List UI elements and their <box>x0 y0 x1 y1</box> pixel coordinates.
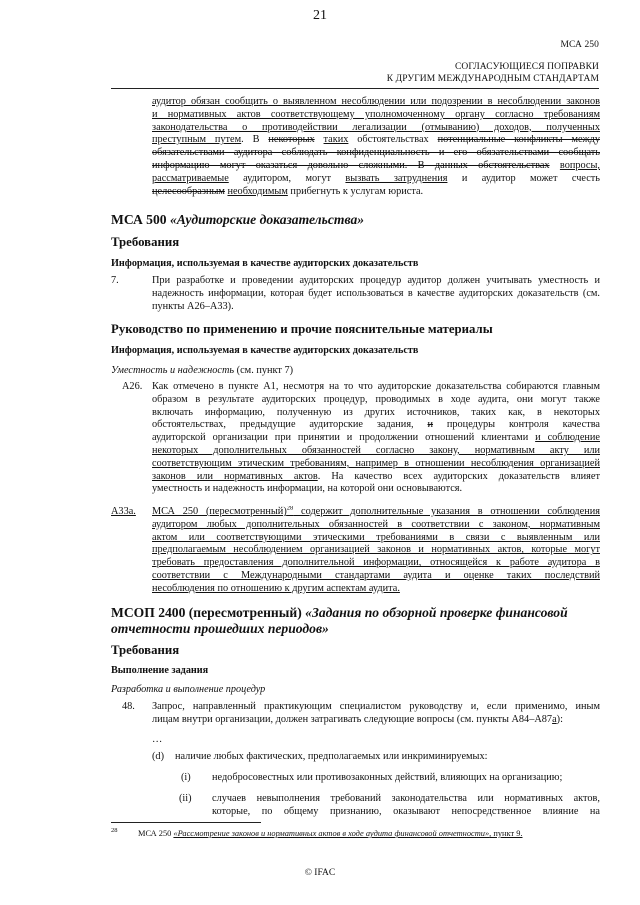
paragraph-number-48: 48. <box>122 701 135 712</box>
footnote-text: МСА 250 «Рассмотрение законов и нормативных актов в ходе аудита финансовой отчетности», пункт 9. <box>138 829 523 838</box>
intro-line: обязательствами аудитора соблюдать конфиденциальность и его обязательствами сообщать <box>152 147 600 159</box>
item-i-text: недобросовестных или противозаконных действий, влияющих на организацию; <box>212 772 563 783</box>
p48-line: лицам внутри организации, должен затрагивать следующие вопросы (см. пункты А84–А87а): <box>152 713 563 725</box>
paragraph-a26 <box>152 381 600 496</box>
a26-line: законов или нормативных актов. На качество всех аудиторских доказательств влияет <box>152 470 600 482</box>
footnote-number: 28 <box>111 827 118 835</box>
paragraph-a33a <box>152 506 600 596</box>
a26-line: соответствующим этическим требованиям, например в отношении несоблюдения организацией <box>152 457 600 469</box>
running-header-line1: СОГЛАСУЮЩИЕСЯ ПОПРАВКИ <box>454 62 599 72</box>
intro-line: преступным путем. В некоторых таких обстоятельствах потенциальные конфликты между <box>152 134 600 146</box>
guidance-heading: Руководство по применению и прочие пояснительные материалы <box>111 322 493 336</box>
isre2400-heading: МСОП 2400 (пересмотренный) «Задания по обзорной проверке финансовой <box>111 605 568 620</box>
item-i-label: (i) <box>181 772 191 783</box>
item-ii-line: которые, по общему признанию, оказывают непосредственное влияние на <box>212 805 600 817</box>
paragraph-48 <box>152 701 600 727</box>
a33a-line: требовать предоставления дополнительной информации, относящейся к работе аудитора в <box>152 557 600 569</box>
p48-line: Запрос, направленный практикующим специалистом руководству и, если применимо, иным <box>152 701 600 712</box>
guidance-subheading: Информация, используемая в качестве аудиторских доказательств <box>111 345 419 356</box>
a33a-line: МСА 250 (пересмотренный)$^{28}$ содержит дополнительные указания в отношении соблюдения <box>152 506 600 517</box>
footnote-rule <box>111 822 261 823</box>
p7-line: пункты А26–А33). <box>152 300 234 312</box>
a26-line: некоторых дополнительных обязанностей согласно закону, нормативным акту или <box>152 444 600 456</box>
isa500-heading: МСА 500 «Аудиторские доказательства» <box>111 212 365 227</box>
intro-paragraph <box>152 96 600 198</box>
a26-line: Как отмечено в пункте А1, несмотря на то что аудиторские доказательства собираются главным <box>152 381 600 392</box>
paragraph-number-7: 7. <box>111 275 119 286</box>
footnote-reference[interactable]: 28 <box>286 506 294 512</box>
a33a-line: соответствии с Международными стандартами аудита и оценке таких последствий <box>152 569 600 581</box>
intro-line: целесообразным необходимым прибегнуть к услугам юриста. <box>152 185 424 197</box>
paragraph-number-a26: А26. <box>122 381 143 392</box>
intro-line: и нормативных актов соответствующему уполномоченному органу согласно требованиям <box>152 108 600 120</box>
item-ii-text <box>212 793 600 819</box>
running-header-code: МСА 250 <box>560 40 599 50</box>
isre2400-italic-subheading: Разработка и выполнение процедур <box>111 684 266 695</box>
intro-line: рассматриваемые аудитором, могут вызвать затруднения и аудитор может счесть <box>152 172 600 184</box>
a33a-line: аудитором любых дополнительных обязанностей в соответствии с законом, нормативным <box>152 518 600 530</box>
isa500-requirements-subheading: Информация, используемая в качестве аудиторских доказательств <box>111 258 419 269</box>
intro-line: аудитор обязан сообщить о выявленном несоблюдении или подозрении в несоблюдении законов <box>152 96 600 107</box>
item-d-label: (d) <box>152 751 165 762</box>
isa500-requirements-heading: Требования <box>111 235 180 249</box>
intro-line: законодательства о противодействии легализации (отмыванию) доходов, полученных <box>152 121 600 133</box>
p7-line: надежность информации, которая будет использоваться в качестве аудиторских доказательств (см. <box>152 287 600 299</box>
a26-line: аудиторской организации при принятии и продолжении отношений клиентами и соблюдение <box>152 432 600 444</box>
paragraph-number-a33a: А33а. <box>111 506 136 517</box>
paragraph-7 <box>152 275 600 313</box>
a26-line: уместность и надежность информации, на которой они основываются. <box>152 483 463 495</box>
item-d-text: наличие любых фактических, предполагаемых или инкриминируемых: <box>175 751 488 762</box>
item-ii-label: (ii) <box>179 793 192 804</box>
a26-line: обстоятельствах, предыдущие аудиторские задания, и процедуры контроля качества <box>152 419 600 431</box>
item-ii-line: случаев невыполнения требований законодательства или нормативных актов, <box>212 793 600 804</box>
isre2400-subheading: Выполнение задания <box>111 665 209 676</box>
running-header-line2: К ДРУГИМ МЕЖДУНАРОДНЫМ СТАНДАРТАМ <box>386 74 599 84</box>
relevance-subheading: Уместность и надежность (см. пункт 7) <box>111 365 294 376</box>
a33a-line: предполагаемым несоблюдением организацией законов и нормативных актов, которые могут <box>152 544 600 556</box>
isre2400-heading-line2: отчетности прошедших периодов» <box>111 621 329 636</box>
a33a-line: актом или соответствующими этическими требованиями в связи с выявленным или <box>152 531 600 543</box>
a26-line: образом в результате аудиторских процедур, проводимых в ходе аудита, они могут также <box>152 393 600 405</box>
a33a-line: несоблюдения по отношению к другим аспектам аудита. <box>152 582 400 594</box>
a26-line: включать информацию, полученную из других источников, таких как, в некоторых <box>152 406 600 418</box>
p7-line: При разработке и проведении аудиторских процедур аудитор должен учитывать уместность и <box>152 275 600 286</box>
intro-line: информацию могут оказаться довольно сложными. В данных обстоятельствах вопросы, <box>152 159 600 171</box>
ellipsis: … <box>152 734 163 745</box>
header-rule <box>111 88 599 89</box>
page-number: 21 <box>313 8 327 23</box>
page-footer: © IFAC <box>304 868 336 878</box>
isre2400-requirements-heading: Требования <box>111 643 180 657</box>
